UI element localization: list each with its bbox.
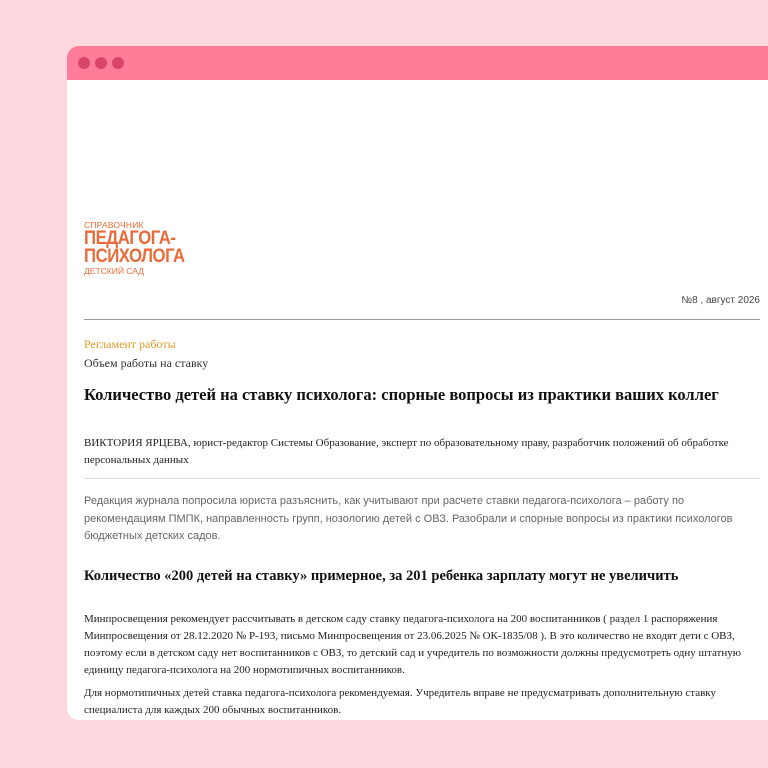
article-title: Количество детей на ставку психолога: спорные вопросы из практики ваших коллег [84,385,719,404]
issue-info: №8 , август 2026 [681,295,760,306]
logo-small-label: СПРАВОЧНИК [84,220,144,230]
window-titlebar [67,46,768,80]
header-divider [84,319,760,320]
window-maximize-dot[interactable] [112,57,124,69]
section-heading: Количество «200 детей на ставку» примерное, за 201 ребенка зарплату могут не увеличить [84,568,679,584]
article-lead: Редакция журнала попросила юриста разъяснить, как учитывают при расчете ставки педагога-психолога – работу по рекомендациям ПМПК, направленность групп, нозологию детей с ОВЗ. Разобрали и спорные вопросы из практики психологов бюджетных детских садов. [84,495,733,542]
journal-logo[interactable] [84,221,198,275]
author-divider [84,478,760,479]
subsection-label: Объем работы на ставку [84,356,209,370]
article-paragraph-2: Для нормотипичных детей ставка педагога-психолога рекомендуемая. Учредитель вправе не предусматривать дополнительную ставку специалиста для каждых 200 обычных воспитанников. [84,687,716,716]
window-close-dot[interactable] [78,57,90,69]
logo-line-1: ПЕДАГОГА- [84,227,176,249]
browser-window [67,46,768,720]
window-minimize-dot[interactable] [95,57,107,69]
article-author: ВИКТОРИЯ ЯРЦЕВА, юрист-редактор Системы Образование, эксперт по образовательному праву, разработчик положений об обработке персональных данных [84,437,729,466]
section-link[interactable]: Регламент работы [84,337,176,351]
logo-line-2: ПСИХОЛОГА [84,245,185,267]
article-paragraph-1: Минпросвещения рекомендует рассчитывать в детском саду ставку педагога-психолога на 200 воспитанников ( раздел 1 распоряжения Минпросвещения от 28.12.2020 № Р-193, письмо Минпросвещения от 23.06.2025 № ОК-1835/08 ). В это количество не входят дети с ОВЗ, поэтому если в детском саду нет воспитанников с ОВЗ, то детский сад и учредитель по возможности должны предусмотреть одну штатную единицу педагога-психолога на 200 нормотипичных воспитанников. [84,613,741,676]
logo-sub-label: ДЕТСКИЙ САД [84,265,144,276]
